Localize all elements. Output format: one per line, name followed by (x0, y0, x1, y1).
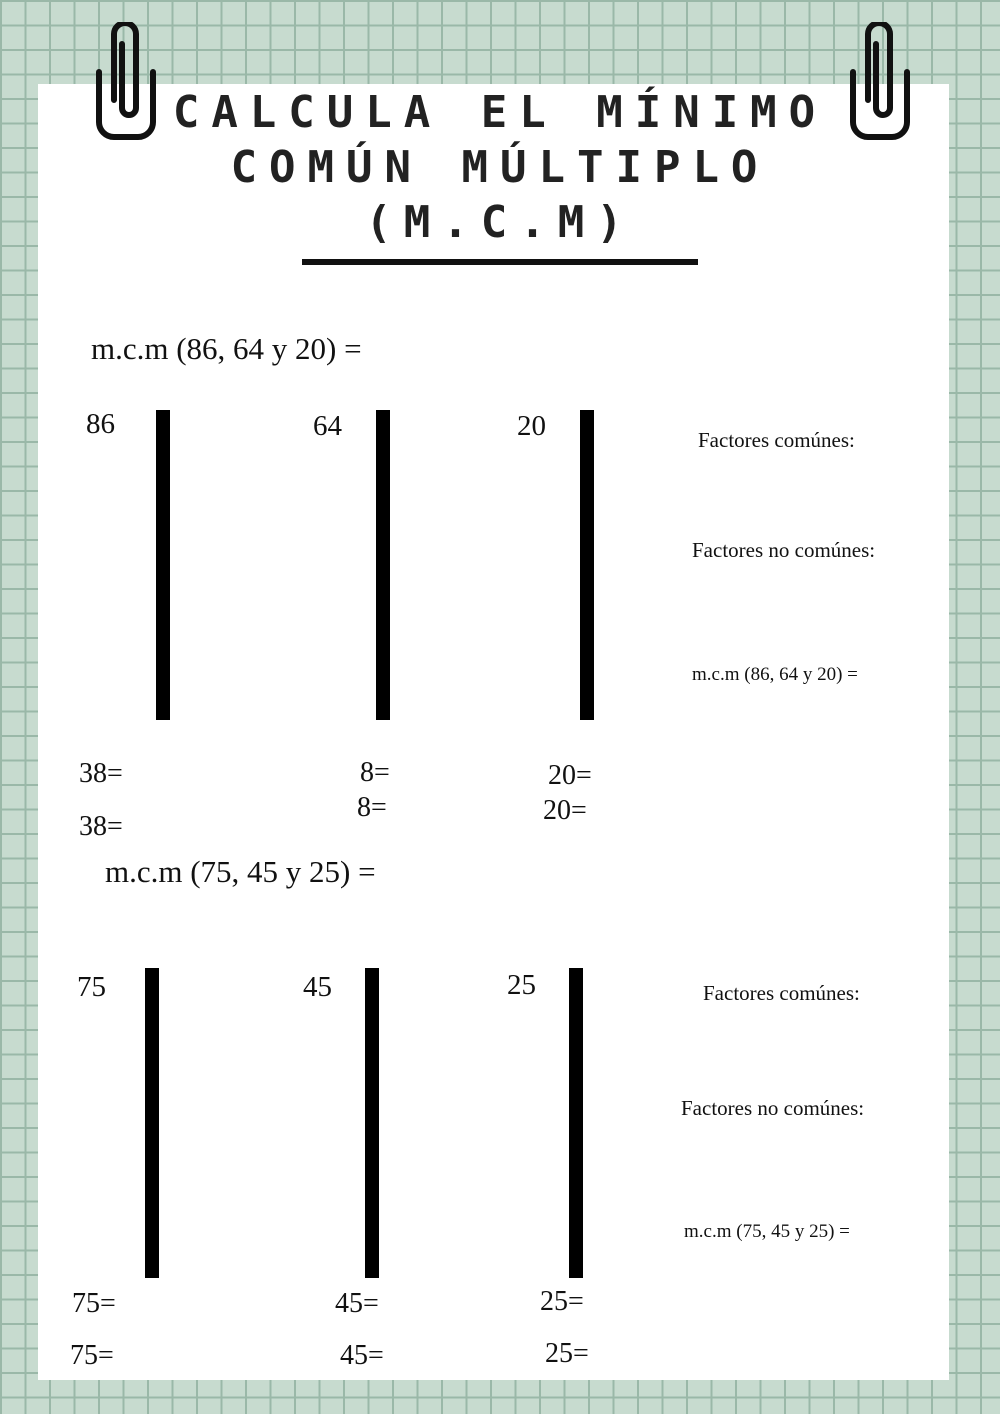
exercise2-result: 75= (70, 1340, 114, 1371)
division-bar (580, 410, 594, 720)
exercise2-result: 25= (545, 1338, 589, 1369)
exercise1-number: 64 (313, 410, 342, 442)
exercise2-result: 25= (540, 1286, 584, 1317)
exercise1-number: 86 (86, 408, 115, 440)
division-bar (376, 410, 390, 720)
exercise2-result: 45= (335, 1288, 379, 1319)
exercise1-heading: m.c.m (86, 64 y 20) = (91, 331, 362, 366)
exercise1-result: 38= (79, 811, 123, 842)
worksheet-page (38, 84, 949, 1380)
division-bar (569, 968, 583, 1278)
exercise2-number: 75 (77, 971, 106, 1003)
title-underline (302, 259, 698, 265)
exercise2-heading: m.c.m (75, 45 y 25) = (105, 854, 376, 889)
exercise2-number: 25 (507, 969, 536, 1001)
exercise2-result: 75= (72, 1288, 116, 1319)
division-bar (145, 968, 159, 1278)
exercise1-result: 20= (543, 795, 587, 826)
exercise2-mcm-label: m.c.m (75, 45 y 25) = (684, 1221, 850, 1242)
exercise1-result: 8= (360, 757, 390, 788)
exercise1-result: 8= (357, 792, 387, 823)
page-title: CALCULA EL MÍNIMO COMÚN MÚLTIPLO (M.C.M) (172, 87, 828, 248)
exercise1-noncommon-factors-label: Factores no comúnes: (692, 538, 876, 562)
exercise1-common-factors-label: Factores comúnes: (698, 428, 855, 452)
exercise1-mcm-label: m.c.m (86, 64 y 20) = (692, 664, 858, 685)
exercise2-noncommon-factors-label: Factores no comúnes: (681, 1096, 865, 1120)
exercise2-common-factors-label: Factores comúnes: (703, 981, 860, 1005)
exercise1-result: 20= (548, 760, 592, 791)
exercise2-number: 45 (303, 971, 332, 1003)
exercise2-result: 45= (340, 1340, 384, 1371)
exercise1-number: 20 (517, 410, 546, 442)
division-bar (156, 410, 170, 720)
exercise1-result: 38= (79, 758, 123, 789)
division-bar (365, 968, 379, 1278)
